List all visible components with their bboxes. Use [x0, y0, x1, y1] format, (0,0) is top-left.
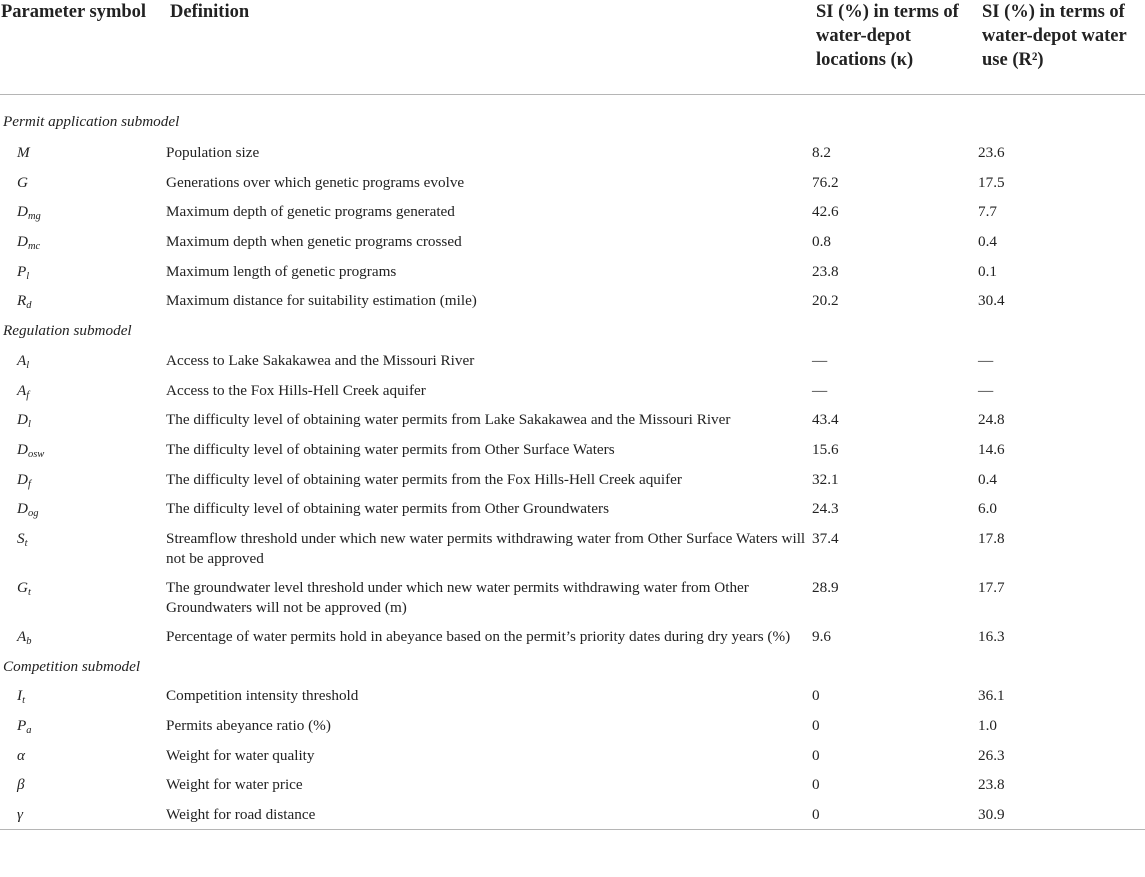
symbol-main: A [17, 627, 27, 645]
definition-cell: Access to the Fox Hills-Hell Creek aquifer [166, 381, 426, 399]
table-row [0, 168, 1145, 198]
si-locations-cell: 32.1 [812, 470, 839, 488]
symbol-main: P [17, 262, 27, 280]
si-locations-cell: 8.2 [812, 144, 831, 161]
si-water-use-cell: 17.5 [978, 173, 1005, 191]
si-locations-cell: 9.6 [812, 627, 831, 645]
si-water-use-cell: 17.8 [978, 529, 1005, 547]
parameter-symbol [0, 346, 166, 376]
si-water-use-cell: 16.3 [978, 627, 1005, 645]
table-row [0, 346, 1145, 376]
parameter-symbol [0, 573, 166, 622]
si-water-use-cell: 30.4 [978, 292, 1005, 310]
symbol-subscript: t [22, 695, 25, 707]
symbol-main: P [17, 717, 27, 734]
si-locations-cell: 0 [812, 717, 820, 734]
si-locations-cell: 0.8 [812, 233, 831, 251]
table-row [0, 405, 1145, 435]
section-row [0, 652, 1145, 682]
parameter-symbol [0, 770, 166, 800]
table-row [0, 800, 1145, 830]
section-title: Competition submodel [3, 657, 141, 675]
symbol-main: R [17, 292, 27, 310]
si-water-use-cell: 0.4 [978, 470, 997, 488]
si-locations-cell: 15.6 [812, 440, 839, 458]
si-locations-cell: 0 [812, 800, 978, 830]
symbol-subscript: mg [27, 211, 41, 223]
si-locations-cell: 76.2 [812, 173, 839, 191]
symbol-main: D [17, 203, 28, 221]
symbol-main: D [17, 500, 28, 518]
table-row [0, 197, 1145, 227]
header-si-water-use: SI (%) in terms of water-depot water use (R²) [978, 0, 1145, 94]
table-row [0, 622, 1145, 652]
symbol-subscript: og [27, 508, 39, 520]
table-row [0, 494, 1145, 524]
parameter-symbol [0, 168, 166, 198]
symbol-main: A [17, 381, 27, 399]
definition-cell: Maximum depth of genetic programs generated [166, 203, 455, 221]
parameter-symbol [0, 286, 166, 316]
symbol-subscript: mc [27, 241, 41, 253]
symbol-subscript: d [26, 300, 32, 312]
parameter-symbol [0, 524, 166, 573]
symbol-main: D [17, 411, 28, 429]
parameter-symbol [0, 376, 166, 406]
si-locations-cell: 28.9 [812, 578, 839, 596]
section-row [0, 94, 1145, 138]
si-water-use-cell: — [978, 381, 994, 399]
si-locations-cell: 24.3 [812, 500, 839, 518]
parameter-symbol [0, 435, 166, 465]
table-row [0, 138, 1145, 168]
header-si-locations: SI (%) in terms of water-depot locations (κ) [812, 0, 978, 94]
header-parameter-symbol: Parameter symbol [0, 0, 166, 94]
si-locations-cell: 20.2 [812, 292, 839, 310]
si-water-use-cell: — [978, 351, 994, 369]
section-title: Permit application submodel [3, 112, 180, 130]
si-water-use-cell: 30.9 [978, 800, 1145, 830]
symbol-subscript: f [27, 478, 31, 490]
parameter-symbol [0, 494, 166, 524]
table-row [0, 465, 1145, 495]
definition-cell: Competition intensity threshold [166, 687, 359, 705]
si-water-use-cell: 6.0 [978, 500, 997, 518]
si-locations-cell: 37.4 [812, 529, 839, 547]
table-row [0, 524, 1145, 573]
symbol-main: I [17, 687, 23, 705]
definition-cell: Streamflow threshold under which new water permits withdrawing water from Other Surface Waters will not be approved [166, 529, 806, 567]
definition-cell: Weight for road distance [166, 800, 812, 830]
symbol-subscript: l [26, 359, 30, 371]
definition-cell: Access to Lake Sakakawea and the Missouri River [166, 351, 475, 369]
parameter-symbol [0, 405, 166, 435]
symbol-main: D [17, 233, 28, 251]
si-locations-cell: — [812, 351, 828, 369]
header-row [0, 0, 1145, 94]
si-water-use-cell: 23.8 [978, 776, 1005, 794]
definition-cell: Population size [166, 144, 260, 161]
si-locations-cell: 43.4 [812, 411, 839, 429]
parameter-symbol [0, 138, 166, 168]
symbol-main: D [17, 470, 28, 488]
symbol-subscript: t [27, 586, 31, 598]
definition-cell: The difficulty level of obtaining water permits from Lake Sakakawea and the Missouri River [166, 411, 731, 429]
definition-cell: The difficulty level of obtaining water permits from Other Surface Waters [166, 440, 615, 458]
definition-cell: Weight for water quality [166, 746, 315, 764]
si-water-use-cell: 14.6 [978, 440, 1005, 458]
header-definition: Definition [166, 0, 812, 94]
parameter-symbol [0, 227, 166, 257]
si-locations-cell: 23.8 [812, 262, 839, 280]
definition-cell: Weight for water price [166, 776, 303, 794]
definition-cell: The difficulty level of obtaining water permits from Other Groundwaters [166, 500, 609, 518]
symbol-main: A [17, 351, 27, 369]
table-row [0, 741, 1145, 771]
si-water-use-cell: 23.6 [978, 144, 1005, 161]
symbol-main: M [17, 144, 30, 161]
parameter-symbol [0, 681, 166, 711]
parameter-symbol [0, 741, 166, 771]
parameter-symbol [0, 197, 166, 227]
definition-cell: The groundwater level threshold under which new water permits withdrawing water from Other Groundwaters will not be approved (m) [166, 578, 749, 616]
symbol-main: α [17, 746, 25, 764]
si-water-use-cell: 0.1 [978, 262, 997, 280]
si-water-use-cell: 0.4 [978, 233, 997, 251]
symbol-subscript: osw [27, 448, 45, 460]
table-row [0, 435, 1145, 465]
parameter-symbol [0, 711, 166, 741]
symbol-subscript: f [26, 389, 30, 401]
symbol-main: γ [17, 806, 23, 824]
definition-cell: Generations over which genetic programs evolve [166, 173, 465, 191]
symbol-main: G [17, 173, 28, 191]
si-water-use-cell: 7.7 [978, 203, 997, 221]
table-row [0, 257, 1145, 287]
si-water-use-cell: 26.3 [978, 746, 1005, 764]
section-row [0, 316, 1145, 346]
table-row [0, 711, 1145, 741]
table-row [0, 681, 1145, 711]
si-locations-cell: 0 [812, 746, 820, 764]
symbol-main: β [17, 776, 25, 794]
si-locations-cell: 0 [812, 776, 820, 794]
si-water-use-cell: 1.0 [978, 717, 997, 734]
table-row [0, 573, 1145, 622]
symbol-subscript: t [24, 537, 28, 549]
definition-cell: Maximum length of genetic programs [166, 262, 397, 280]
parameter-symbol [0, 465, 166, 495]
definition-cell: The difficulty level of obtaining water permits from the Fox Hills-Hell Creek aquifer [166, 470, 682, 488]
table-row [0, 286, 1145, 316]
symbol-subscript: b [26, 635, 32, 647]
si-water-use-cell: 17.7 [978, 578, 1005, 596]
definition-cell: Percentage of water permits hold in abeyance based on the permit’s priority dates during dry years (%) [166, 627, 791, 645]
parameter-symbol [0, 622, 166, 652]
symbol-subscript: l [26, 270, 30, 282]
si-locations-cell: — [812, 381, 828, 399]
si-locations-cell: 0 [812, 687, 820, 705]
symbol-subscript: l [27, 419, 31, 431]
definition-cell: Permits abeyance ratio (%) [166, 717, 331, 734]
section-title: Regulation submodel [3, 322, 132, 340]
symbol-main: D [17, 440, 28, 458]
symbol-main: G [17, 578, 28, 596]
table-row [0, 770, 1145, 800]
si-water-use-cell: 24.8 [978, 411, 1005, 429]
parameter-symbol [0, 800, 166, 830]
si-water-use-cell: 36.1 [978, 687, 1005, 705]
table-body [0, 94, 1145, 830]
symbol-subscript: a [26, 725, 32, 736]
definition-cell: Maximum depth when genetic programs crossed [166, 233, 462, 251]
table-row [0, 227, 1145, 257]
parameter-symbol [0, 257, 166, 287]
definition-cell: Maximum distance for suitability estimation (mile) [166, 292, 477, 310]
si-locations-cell: 42.6 [812, 203, 839, 221]
symbol-main: S [17, 529, 25, 547]
table-row [0, 376, 1145, 406]
